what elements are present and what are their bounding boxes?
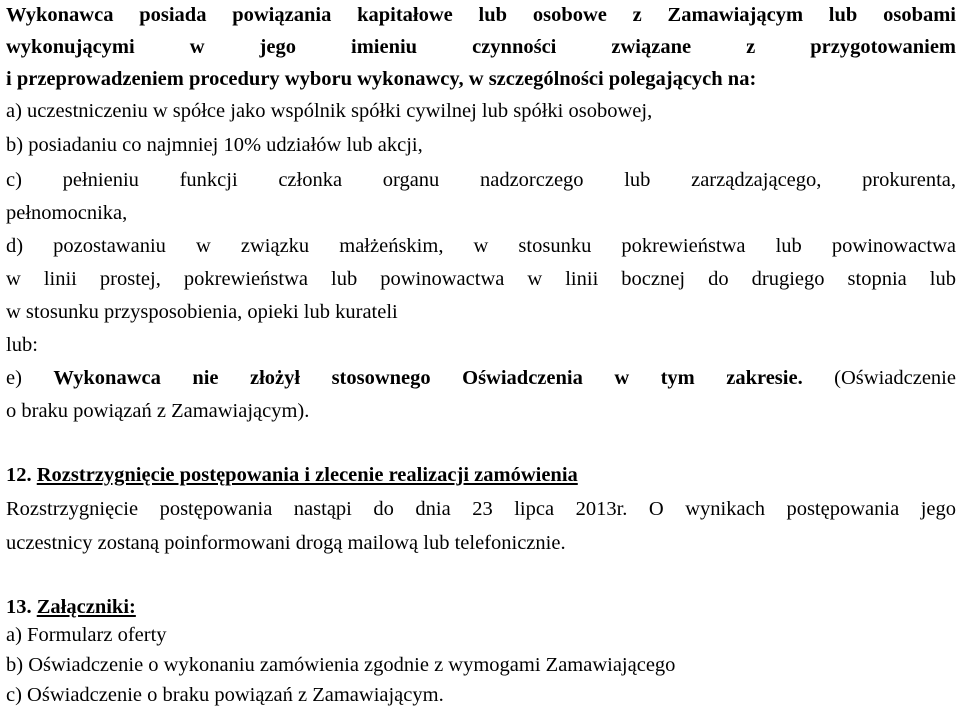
attachment-item: b) Oświadczenie o wykonaniu zamówienia zgodnie z wymogami Zamawiającego (6, 654, 676, 676)
item-c-line-2: pełnomocnika, (6, 202, 128, 224)
intro-line-3: i przeprowadzeniem procedury wyboru wykonawcy, w szczególności polegających na: (6, 68, 757, 90)
item-c-line-1: c) pełnieniu funkcji członka organu nadzorczego lub zarządzającego, prokurenta, (6, 169, 956, 191)
document-page (6, 0, 956, 710)
intro-line-2: wykonującymi w jego imieniu czynności związane z przygotowaniem (6, 36, 956, 58)
item-b: b) posiadaniu co najmniej 10% udziałów lub akcji, (6, 134, 423, 156)
section-12-heading (6, 462, 578, 488)
section-12-body-line-2: uczestnicy zostaną poinformowani drogą mailową lub telefonicznie. (6, 532, 566, 554)
section-12-number: 12. (6, 464, 32, 486)
item-d-line-1: d) pozostawaniu w związku małżeńskim, w stosunku pokrewieństwa lub powinowactwa (6, 235, 956, 257)
section-12-title: Rozstrzygnięcie postępowania i zlecenie realizacji zamówienia (36, 464, 578, 486)
item-e-bold: Wykonawca nie złożył stosownego Oświadczenia w tym zakresie. (53, 367, 803, 389)
intro-line-1: Wykonawca posiada powiązania kapitałowe lub osobowe z Zamawiającym lub osobami (6, 4, 956, 26)
section-13-title: Załączniki: (36, 596, 136, 618)
lub-label: lub: (6, 334, 38, 356)
item-e-rest: (Oświadczenie (802, 367, 956, 389)
section-13-heading (6, 594, 136, 620)
item-d-line-3: w stosunku przysposobienia, opieki lub kurateli (6, 301, 398, 323)
attachment-item: a) Formularz oferty (6, 624, 167, 646)
item-e-line-2: o braku powiązań z Zamawiającym). (6, 400, 310, 422)
section-13-number: 13. (6, 596, 32, 618)
item-e-line-1 (6, 365, 956, 391)
item-e-prefix: e) (6, 367, 54, 389)
attachment-item: c) Oświadczenie o braku powiązań z Zamawiającym. (6, 684, 444, 706)
item-a: a) uczestniczeniu w spółce jako wspólnik spółki cywilnej lub spółki osobowej, (6, 100, 653, 122)
item-d-line-2: w linii prostej, pokrewieństwa lub powinowactwa w linii bocznej do drugiego stopnia lub (6, 268, 956, 290)
section-12-body-line-1: Rozstrzygnięcie postępowania nastąpi do dnia 23 lipca 2013r. O wynikach postępowania jego (6, 498, 956, 520)
